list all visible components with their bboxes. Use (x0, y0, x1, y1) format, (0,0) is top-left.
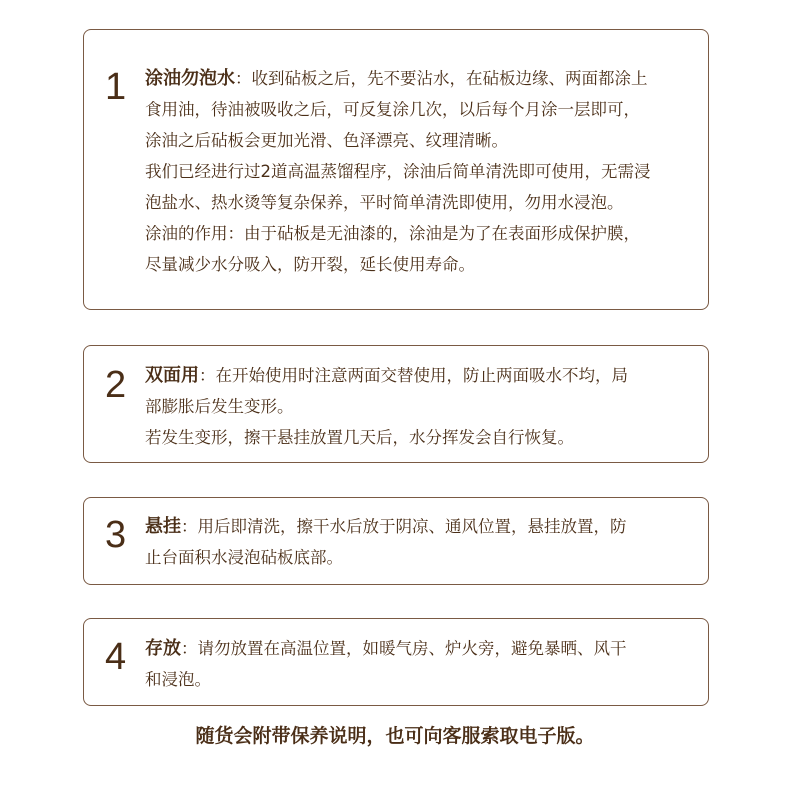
step-number: 1 (105, 66, 127, 108)
card-line: 泡盐水、热水烫等复杂保养，平时简单清洗即使用，勿用水浸泡。 (145, 193, 624, 212)
card-first-line (145, 633, 700, 664)
card-first-line-text: ：收到砧板之后，先不要沾水，在砧板边缘、两面都涂上 (235, 69, 648, 88)
card-first-line (145, 63, 700, 94)
card-line: 涂油之后砧板会更加光滑、色泽漂亮、纹理清晰。 (145, 131, 508, 150)
card-first-line (145, 360, 700, 391)
card-content (145, 511, 700, 573)
card-line: 部膨胀后发生变形。 (145, 397, 294, 416)
card-content (145, 360, 700, 453)
step-number: 2 (105, 364, 127, 406)
card-content (145, 63, 700, 280)
card-content (145, 633, 700, 695)
card-line: 尽量减少水分吸入，防开裂，延长使用寿命。 (145, 255, 475, 274)
step-number: 3 (105, 514, 127, 556)
care-card-3 (83, 497, 709, 585)
card-first-line (145, 511, 700, 542)
card-line: 我们已经进行过2道高温蒸馏程序，涂油后简单清洗即可使用，无需浸 (145, 162, 651, 181)
card-line: 食用油，待油被吸收之后，可反复涂几次，以后每个月涂一层即可， (145, 100, 640, 119)
card-title: 悬挂 (145, 516, 181, 537)
card-title: 涂油勿泡水 (145, 68, 235, 89)
care-card-2 (83, 345, 709, 463)
card-title: 双面用 (145, 365, 199, 386)
card-first-line-text: ：在开始使用时注意两面交替使用，防止两面吸水不均，局 (199, 366, 628, 385)
card-line: 和浸泡。 (145, 670, 211, 689)
care-card-4 (83, 618, 709, 706)
card-line: 若发生变形，擦干悬挂放置几天后，水分挥发会自行恢复。 (145, 428, 574, 447)
footer-note: 随货会附带保养说明，也可向客服索取电子版。 (195, 725, 595, 747)
card-first-line-text: ：请勿放置在高温位置，如暖气房、炉火旁，避免暴晒、风干 (181, 639, 627, 658)
card-title: 存放 (145, 638, 181, 659)
card-first-line-text: ：用后即清洗，擦干水后放于阴凉、通风位置，悬挂放置，防 (181, 517, 627, 536)
card-line: 止台面积水浸泡砧板底部。 (145, 548, 343, 567)
card-line: 涂油的作用：由于砧板是无油漆的，涂油是为了在表面形成保护膜， (145, 224, 640, 243)
step-number: 4 (105, 636, 127, 678)
care-card-1 (83, 29, 709, 310)
